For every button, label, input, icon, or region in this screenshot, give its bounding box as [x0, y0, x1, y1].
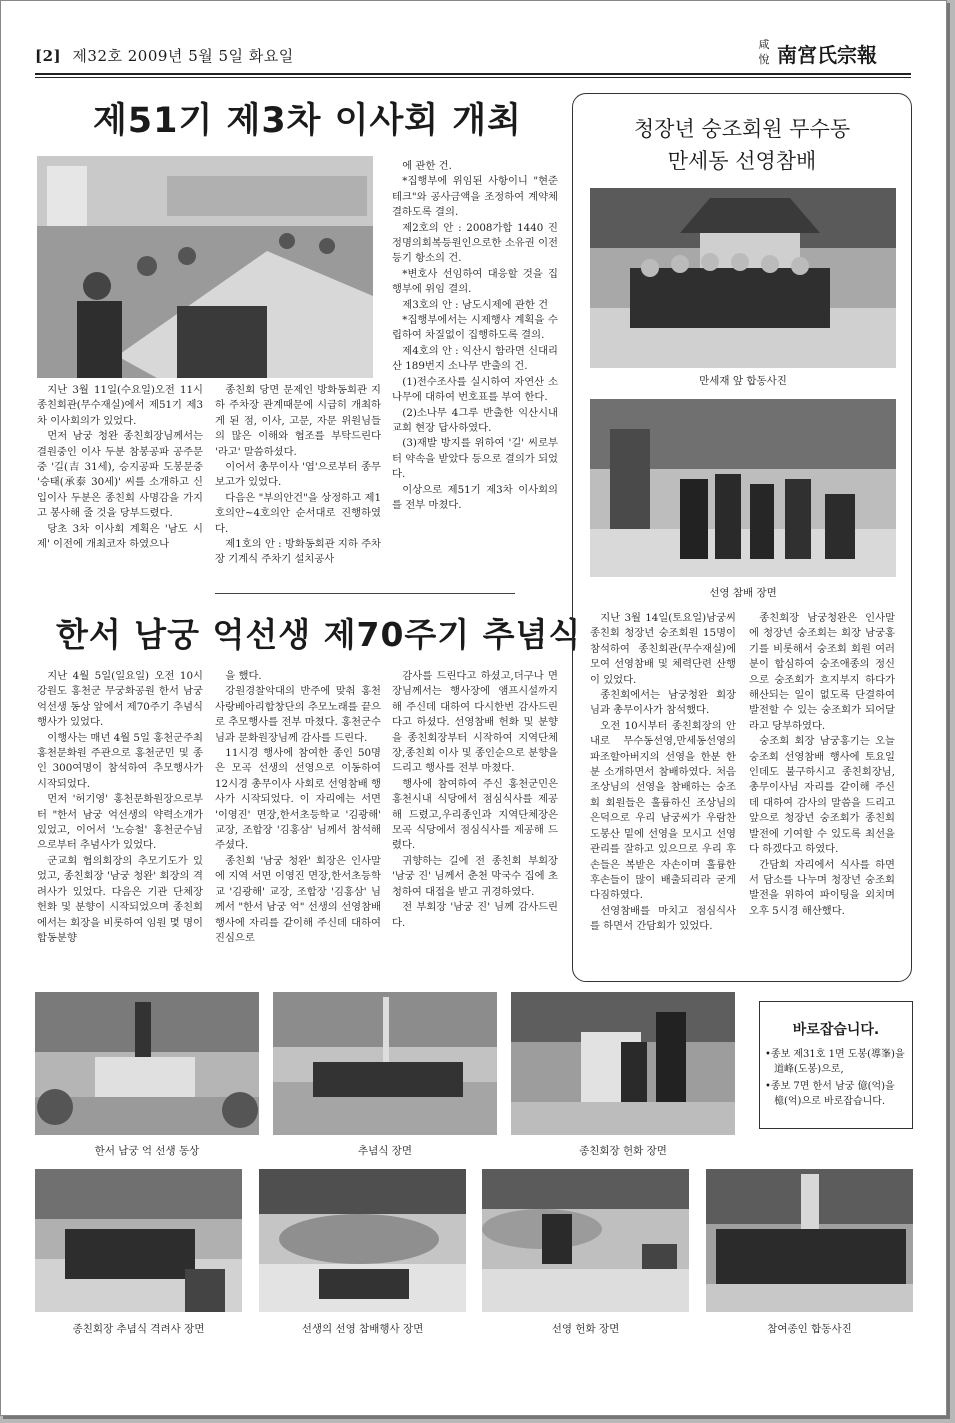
- caption-grave-visit: 선생의 선영 참배행사 장면: [301, 1323, 424, 1335]
- article2-title: 한서 남궁 억선생 제70주기 추념식: [56, 615, 582, 654]
- caption-grave-flowers: 선영 헌화 장면: [551, 1323, 620, 1335]
- article3-caption1: 만세재 앞 합동사진: [699, 375, 787, 387]
- photo-group-members: [706, 1169, 913, 1312]
- article1-photo: [37, 156, 373, 378]
- photo-speech: [35, 1169, 242, 1312]
- article3-col1: 지난 3월 14일(토요일)남궁씨종친회 청장년 숭조회원 15명이 참석하여 종친회관(무수재실)에 모여 선영참배 및 체력단련 산행이 있었다. 종친회에서는 남궁청완 회장님과 총무이사가 참석했다. 오전 10시부터 종친회장의 안내로 무수동선영,만세동선영의 파조할아버지의 선영을 한분 한분 소개하면서 참배하였다. 처음 조상님의 선영을 참배하는 숭조회 회원들은 훌륭하신 조상님의 은덕으로 우리 남궁씨가 우람찬 도봉산 밑에 선영을 모시고 선영관리를 잘하고 있으므로 우리 후손들은 복받은 자손이며 훌륭한 후손들이 많이 배출되리라 굳게 다짐하였다. 선영참배를 마치고 점심식사를 하면서 간담회가 있었다.: [590, 612, 736, 933]
- caption-statue: 한서 남궁 억 선생 동상: [94, 1145, 200, 1157]
- photo-ceremony: [273, 992, 497, 1135]
- photo-grave-visit: [259, 1169, 466, 1312]
- article3-photo-group: [590, 188, 896, 368]
- photo-statue: [35, 992, 259, 1135]
- article3-title: 청장년 숭조회원 무수동 만세동 선영참배: [633, 117, 851, 173]
- article2-col2: 을 했다. 강원경찰악대의 반주에 맞춰 홍천사랑베아리합창단의 추모노래를 끝으로 추모행사를 전부 마쳤다. 홍천군수님과 문화원장님께 감사를 드린다. 11시경 행사에 참여한 종인 50명은 모곡 선생의 선영으로 이동하여 12시경 총무이사 사회로 선영참배 행사가 시작되었다. 이 자리에는 서면 '이영진' 면장,한서초등학교 '김광해' 교장, 조합장 '김홍삼' 님께서 참석해 주셨다. 종친회 '남궁 청완' 회장은 인사말에 지역 서면 이영진 면장,한서초등학교 '김광해' 교장, 조합장 '김홍삼' 님께서 "한서 남궁 억" 선생의 선영참배 행사에 자리를 같이해 주신데 대하여 진심으로: [215, 670, 381, 944]
- article3-col2: 종친회장 남궁청완은 인사말에 청장년 숭조회는 회장 남궁홍기를 비롯해서 숭조회 회원 여러분이 합심하여 숭조애종의 정신으로 숭조회가 흐지부지 하다가 해산되는 일이 없도록 단결하여 발전할 수 있는 숭조회가 되어달라고 당부하였다. 숭조회 회장 남궁홍기는 오늘 숭조회 선영참배 행사에 토요일 인데도 불구하시고 종친회장님, 총무이사님 자리를 같이해 주신데 대하여 감사의 말씀을 드리고 앞으로 청장년 숭조회가 종친회 발전에 기여할 수 있도록 최선을 다 하겠다고 하였다. 간담회 자리에서 식사를 하면서 담소를 나누며 청장년 숭조회 발전을 위하여 파이팅을 외치며 오후 5시경 해산했다.: [749, 612, 895, 917]
- caption-flower-offering: 종친회장 헌화 장면: [579, 1145, 667, 1157]
- header-rule: [35, 73, 911, 75]
- page-header: [35, 45, 294, 66]
- article1-col1: 지난 3월 11일(수요일)오전 11시 종친회관(무수재실)에서 제51기 제3차 이사회의가 있었다. 먼저 남궁 청완 종친회장님께서는 결원중인 이사 두분 참봉공파 공주문중 '길(吉 31세), 승지공파 도봉문중 '승태(承泰 30세)' 씨를 소개하고 신입이사 두분은 종친회 사명감을 가지고 봉사해 줄 것을 당부드렸다. 당초 3차 이사회 계획은 '남도 시제' 이전에 개최코자 하였으나: [37, 384, 203, 551]
- article3-caption2: 선영 참배 장면: [709, 587, 777, 599]
- caption-speech: 종친회장 추념식 격려사 장면: [72, 1323, 205, 1335]
- article2-col1: 지난 4월 5일(일요일) 오전 10시 강원도 홍천군 무궁화공원 한서 남궁 억선생 동상 앞에서 제70주기 추념식 행사가 있었다. 이행사는 매년 4월 5일 홍천군주최 홍천문화원 주관으로 홍천군민 및 종인 300여명이 참석하여 추모행사가 시작되었다. 먼저 '허기영' 홍천문화원장으로부터 "한서 남궁 억선생의 약력소개가 있었고, 이어서 '노승철' 홍천군수님으로부터 추념사가 있었다. 군교회 협의회장의 추모기도가 있었고, 종친회장 '남궁 청완' 회장의 격려사가 있었다. 다음은 기관 단체장 헌화 및 분향이 시작되었으며 종친회에서는 회장을 비롯하여 임원 몇 명이 합동분향: [37, 670, 203, 944]
- article1-col3: 에 관한 건. *집행부에 위임된 사항이니 "현준테크"와 공사금액을 조정하여 계약체결하도록 결의. 제2호의 안 : 2008가합 1440 진정명의회복등원인으로한 소유권 이전등기 항소의 건. *변호사 선임하여 대응할 것을 집행부에 위임 결의. 제3호의 안 : 남도시제에 관한 건 *집행부에서는 시제행사 계획을 수립하여 차질없이 집행하도록 결의. 제4호의 안 : 익산시 함라면 신대리 산 189번지 소나무 반출의 건. (1)전수조사를 실시하여 자연산 소나무에 대하여 번호표를 부여 한다. (2)소나무 4그루 반출한 익산시내 교회 현장 답사하였다. (3)재발 방지를 위하여 '길' 씨로부터 약속을 받았다 등으로 결의가 되었다. 이상으로 제51기 제3차 이사회의를 전부 마쳤다.: [392, 160, 558, 511]
- correction-item: •종보 7면 한서 남궁 億(억)을 檍(억)으로 바로잡습니다.: [765, 1081, 895, 1107]
- article1-col2: 종친회 당면 문제인 방화동회관 지하 주차장 관계때문에 시급히 개최하게 된 점, 이사, 고문, 자문 위원님들의 많은 이해와 협조를 부탁드린다 '라고' 말씀하셨다. 이어서 총무이사 '엽'으로부터 종무보고가 있었다. 다음은 "부의안건"을 상정하고 제1호의안~4호의안 순서대로 진행하였다. 제1호의 안 : 방화동회관 지하 주차장 기계식 주차기 설치공사: [215, 384, 381, 566]
- article2-col3: 감사를 드린다고 하셨고,더구나 면장님께서는 행사장에 앰프시설까지 해 주신데 대하여 다시한번 감사드린다고 하셨다. 선영참배 헌화 및 분향을 종친회장부터 시작하여 지역단체장,종친회 이사 및 종인순으로 분향을 드리고 행사를 전부 마쳤다. 행사에 참여하여 주신 홍천군민은 홍천시내 식당에서 점심식사를 제공해 드렸고,우리종인과 지역단체장은 모곡 식당에서 점심식사를 제공해 드렸다. 귀향하는 길에 전 종친회 부회장 '남궁 진' 님께서 춘천 막국수 집에 초청하여 대접을 받고 귀경하였다. 전 부회장 '남궁 진' 님께 감사드린다.: [392, 670, 558, 929]
- caption-ceremony: 추념식 장면: [357, 1145, 413, 1157]
- section-divider: [215, 593, 515, 594]
- photo-flower-offering: [511, 992, 735, 1135]
- masthead-small: 咸悅: [758, 38, 770, 66]
- article3-photo-grave: [590, 399, 896, 577]
- article1-title: 제51기 제3차 이사회 개최: [93, 101, 522, 141]
- masthead-name: 南宮氏宗報: [777, 43, 877, 67]
- correction-list: [765, 1047, 907, 1111]
- masthead: [757, 35, 917, 71]
- header-rule-thin: [35, 77, 911, 78]
- caption-group-members: 참여종인 합동사진: [767, 1323, 852, 1335]
- correction-item: •종보 제31호 1면 도봉(導峯)을 道峰(도봉)으로,: [765, 1049, 905, 1075]
- issue-date: 제32호 2009년 5월 5일 화요일: [72, 47, 294, 65]
- photo-grave-flowers: [482, 1169, 689, 1312]
- page-number: [2]: [35, 47, 62, 65]
- correction-title: 바로잡습니다.: [792, 1022, 880, 1038]
